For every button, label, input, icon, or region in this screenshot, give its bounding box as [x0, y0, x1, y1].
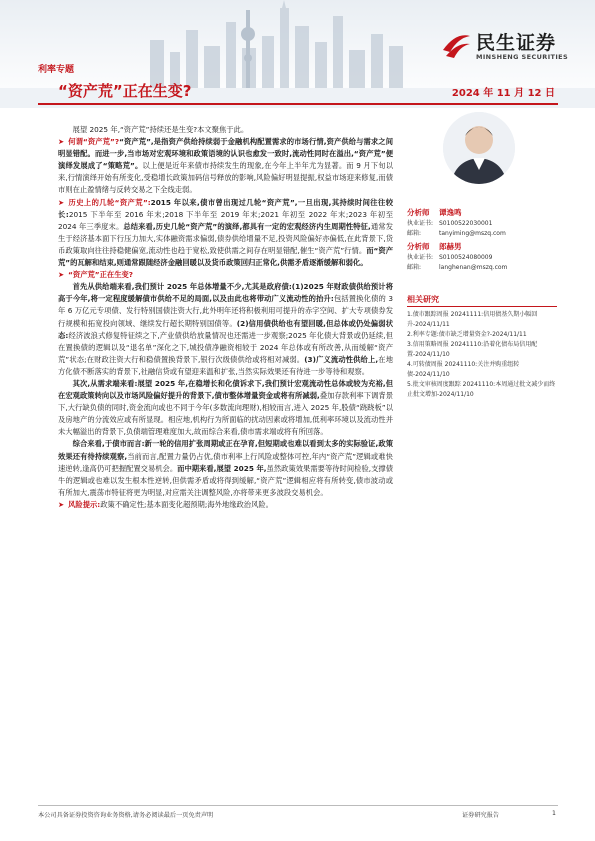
person-icon: [443, 112, 515, 184]
footer-disclaimer: 本公司具备证券投资咨询业务资格,请务必阅读最后一页免责声明: [38, 812, 214, 819]
section-changing: [58, 269, 393, 281]
cert-number: S0100524080009: [439, 254, 493, 261]
analyst-email[interactable]: tanyiming@mszq.com: [439, 230, 506, 237]
bold-text: 首先从供给端来看,我们预计 2025 年总体增量不少,尤其是政府债:(1)2025 年财政债供给预计将高于今年,将一定程度缓解债市供给不足的局面,以及由此也将带动广义流动性的抬升:: [58, 282, 393, 304]
report-tag: 利率专题: [38, 65, 75, 75]
bold-text: 而中期来看,展望 2025 年,: [177, 463, 267, 473]
report-title: “资产荒”正在生变?: [58, 82, 192, 100]
cert-label: 执业证书:: [407, 254, 434, 261]
related-item[interactable]: 2.利率专题:债市缺乏增量资金?-2024/11/11: [407, 331, 527, 338]
section-heading: 何谓“资产荒”?: [68, 137, 120, 147]
header-divider: [38, 103, 558, 105]
paragraph-summary: [58, 438, 393, 498]
body-text: 虽然政策效果需要等待时间检验,支撑债牛的逻辑或也难以发生根本性逆转,但供需矛盾或将得到缓解,“资产荒”逻辑相应将有所转变,债市波动或有所加大,震荡市特征将更为明显,对应需关注调整风险,亦将带来更多波段交易机会。: [58, 463, 393, 497]
related-research-list: [407, 310, 557, 400]
section-heading: 历史上的几轮“资产荒”:: [68, 197, 151, 207]
risk-text: 政策不确定性;基本面变化超预期;海外地缘政治风险。: [100, 499, 273, 509]
analyst-photo: [443, 112, 515, 184]
analyst-name: 谭逸鸣: [439, 208, 462, 217]
related-item[interactable]: 5.批文审核周度跟踪 20241110:本周通过批文减少而终止批文增加-2024/11/10: [407, 381, 556, 398]
footer-report-type: 证券研究报告: [462, 812, 500, 819]
section-history: [58, 197, 393, 270]
arrow-icon: ➤: [58, 499, 65, 509]
section-what-is: [58, 136, 393, 196]
body-text: 叠加存款利率下调背景下,大行缺负债的同时,资金流向或也不同于今年(多数流向理财),相较而言,进入 2025 年,股债“跷跷板”以及房地产的分流效应或有所显现。相应地,机构行为所面临的扰动因素或将增加,低利率环境以及流动性并未大幅溢出的背景下,负债端管理难度加大,故而综合来看,债市需求端或将有所回落。: [58, 391, 394, 437]
arrow-icon: ➤: [58, 197, 65, 207]
body-text: 通常发生于经济基本面下行压力加大,实体融资需求偏弱,债券供给增量不足,投资风险偏好亦偏低,在此背景下,货币政策取向往往持稳健偏宽,流动性也趋于宽松,致使供需之间存在明显错配,催生“资产荒”行情。: [58, 221, 394, 255]
related-item[interactable]: 4.可转债周报 20241110:关注并购重组转债-2024/11/10: [407, 361, 520, 378]
body-text: 以上便是近年来债市持续发生的现象,在今年上半年尤为显著。而 9 月下旬以来,行情演绎开始有所变化,受稳增长政策加码信号释放的影响,风险偏好明显提振,权益市场迎来修复,而债市则在止盈情绪与反转交易之下全线走弱。: [58, 161, 393, 195]
arrow-icon: ➤: [58, 270, 65, 280]
bold-text: (3)广义流动性供给上,: [304, 354, 379, 364]
bold-text: “资产荒”,是指资产供给持续弱于金融机构配置需求的市场行情,资产供给与需求之间明显错配。而进一步,当市场对宏观环境和政策语境的认识也愈发一致时,流动性同时在溢出,“资产荒”便演绎发展成了“策略荒”。: [58, 137, 393, 171]
brand-name: 民生证券: [476, 32, 557, 54]
brand-logo: [440, 28, 580, 68]
risk-heading: 风险提示:: [68, 499, 101, 509]
brand-name-en: MINSHENG SECURITIES: [476, 53, 569, 61]
body-text: 经济波浪式修复特征续之下,产业债供给放量情况也还需进一步观察;2025 年化债大背景或仍延续,但在置换债的逻辑以及“退名单”深化之下,城投债净融资相较于 2024 年总体或有所改善,从而缓解“资产荒”状态;在财政注资大行和稳债置换背景下,银行次级债供给或将相对减弱。: [58, 330, 393, 364]
body-text: 当前而言,配置力量仍占优,债市利率上行风险或整体可控,年内“资产荒”逻辑或难快速逆转,逢高仍可把握配置交易机会。: [58, 451, 393, 473]
main-body: [58, 124, 393, 511]
paragraph-demand: [58, 378, 393, 438]
intro-paragraph: 展望 2025 年,“资产荒”持续还是生变?本文聚焦于此。: [72, 125, 249, 134]
arrow-icon: ➤: [58, 137, 65, 147]
bold-text: 2015 年以来,债市曾出现过几轮“资产荒”,一旦出现,其持续时间往往较长:: [58, 197, 393, 219]
analyst-role: 分析师: [407, 208, 430, 217]
related-item[interactable]: 1.债市跟踪周报 20241111:信用债基久期小幅回升-2024/11/11: [407, 311, 538, 328]
analyst-card-1: [407, 208, 506, 239]
page-number: 1: [552, 810, 556, 817]
paragraph-supply: [58, 281, 393, 378]
cert-label: 执业证书:: [407, 220, 434, 227]
analyst-name: 郎赫男: [439, 242, 462, 251]
related-divider: [407, 306, 557, 307]
bold-text: 综合来看,于债市而言:新一轮的信用扩张周期或正在孕育,但短期或也难以看到太多的实际验证,政策效果还有待持续观察,: [58, 439, 393, 461]
risk-warning: [58, 499, 393, 511]
analyst-email[interactable]: langhenan@mszq.com: [439, 264, 508, 271]
body-text: 包括置换化债的 3 年 6 万亿元专项债、发行特别国债注资大行,此外明年还将积极利用可提升的赤字空间、扩大专项债券发行规模和拓宽投向领域、继续发行超长期特别国债等。: [58, 294, 393, 328]
section-heading: “资产荒”正在生变?: [68, 270, 134, 280]
email-label: 邮箱:: [407, 264, 422, 271]
analyst-card-2: [407, 242, 507, 273]
brand-logo-icon: [440, 28, 472, 60]
bold-text: (2)信用债供给也有望回暖,但总体或仍处偏弱状态:: [58, 318, 393, 340]
body-text: 2015 下半年至 2016 年末;2018 下半年至 2019 年末;2021 年初至 2022 年末;2023 年初至 2024 年三季度末。: [58, 209, 393, 231]
footer-divider: [38, 805, 558, 806]
report-date: 2024 年 11 月 12 日: [451, 88, 555, 99]
analyst-role: 分析师: [407, 242, 430, 251]
related-item[interactable]: 3.信用策略周报 20241110:沿着化债布局信用配置-2024/11/10: [407, 341, 538, 358]
bold-text: 总结来看,历史几轮“资产荒”的演绎,都具有一定的宏观经济内生周期性特征,: [123, 221, 371, 231]
cert-number: S0100522030001: [439, 220, 493, 227]
body-text: 在地方化债不断落实的背景下,社融信贷或有望迎来温和扩张,当然实际效果还有待进一步等待和观察。: [58, 354, 394, 376]
bold-text: 而“资产荒”的瓦解和结束,则通常跟随经济金融回暖以及货币政策回归正常化,供需矛盾逐渐缓解和弱化。: [58, 245, 393, 268]
related-research-title: 相关研究: [407, 295, 439, 304]
email-label: 邮箱:: [407, 230, 422, 237]
bold-text: 其次,从需求端来看:展望 2025 年,在稳增长和化债诉求下,我们预计宏观流动性总体或较为充裕,但在宏观政策转向以及市场风险偏好提升的背景下,债市整体增量资金或将有所减弱,: [58, 378, 393, 401]
